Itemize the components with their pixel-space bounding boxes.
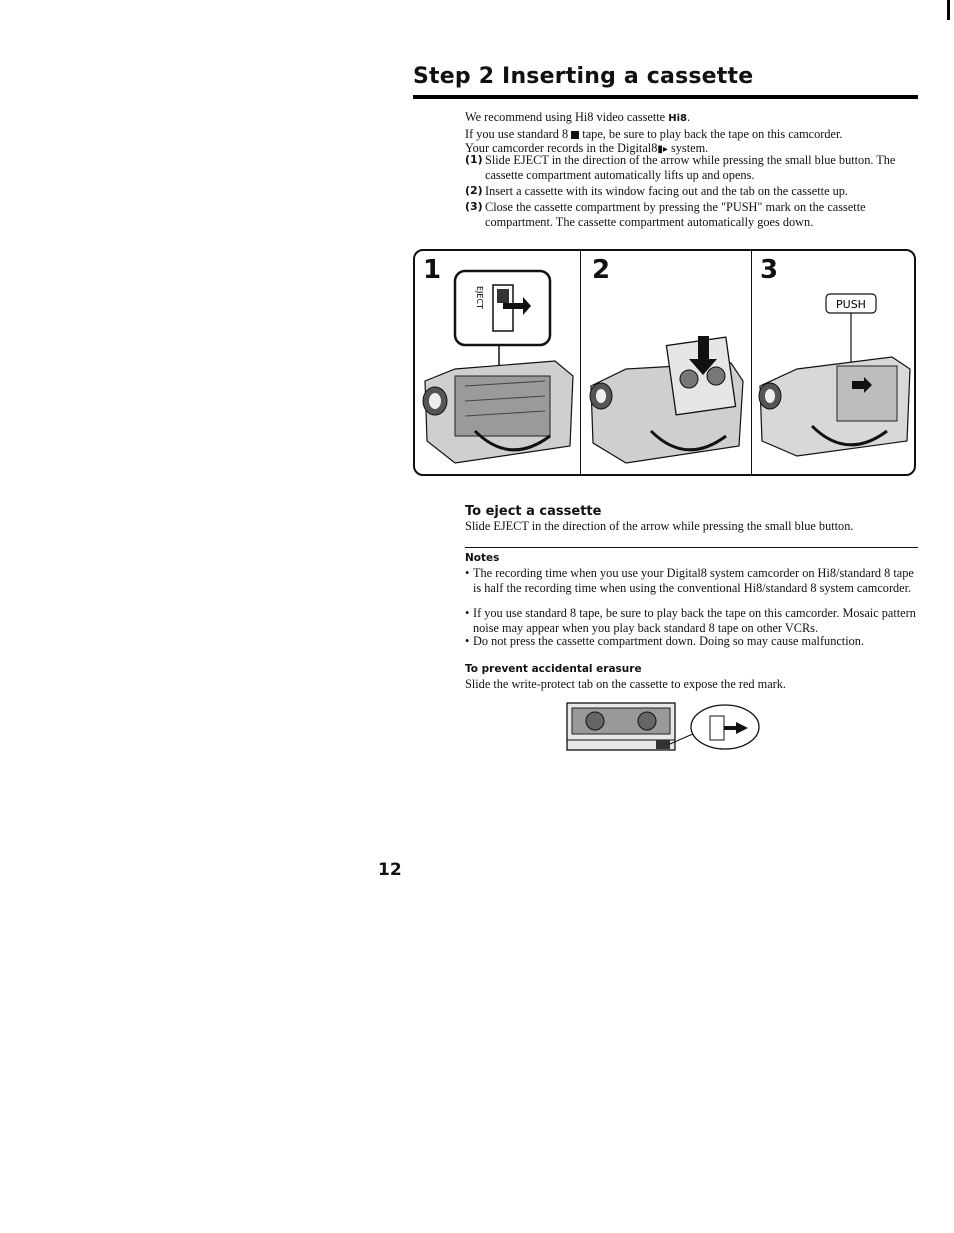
camcorder-icon	[423, 361, 573, 463]
step-3: (3) Close the cassette compartment by pressing the "PUSH" mark on the cassette compartment. The cassette compartment automatically goes down.	[465, 200, 866, 229]
intro-text	[465, 110, 925, 158]
page-title: Step 2 Inserting a cassette	[413, 64, 754, 89]
camcorder-icon	[759, 357, 910, 456]
panel-3-illustration	[752, 251, 916, 475]
panel-number-2: 2	[592, 255, 611, 285]
notes-heading: Notes	[465, 552, 500, 564]
title-rule	[413, 95, 918, 99]
step-1: (1) Slide EJECT in the direction of the arrow while pressing the small blue button. The cassette compartment automatically lifts up and opens.	[465, 153, 896, 182]
instruction-figure	[413, 249, 916, 476]
eject-heading: To eject a cassette	[465, 504, 602, 519]
standard8-icon	[571, 131, 579, 139]
intro-line-2: If you use standard 8 tape, be sure to play back the tape on this camcorder.	[465, 126, 843, 141]
panel-1-illustration	[415, 251, 580, 475]
note-item: • The recording time when you use your Digital8 system camcorder on Hi8/standard 8 tape is half the recording time when using the conventional Hi8/standard 8 system camcorder.	[465, 566, 914, 595]
digital8-icon: ▮▸	[657, 144, 668, 155]
page-number: 12	[378, 860, 402, 880]
panel-number-3: 3	[760, 255, 779, 285]
eject-label: EJECT	[475, 286, 484, 309]
page-edge-mark	[947, 0, 950, 20]
eject-text: Slide EJECT in the direction of the arrow while pressing the small blue button.	[465, 519, 854, 533]
cassette-icon	[567, 703, 675, 750]
panel-number-1: 1	[423, 255, 442, 285]
write-protect-tab-icon	[710, 716, 724, 740]
cassette-illustration	[560, 698, 765, 756]
push-label: PUSH	[836, 298, 866, 311]
note-item: • If you use standard 8 tape, be sure to play back the tape on this camcorder. Mosaic pattern noise may appear when you play back standard 8 tape on other VCRs.	[465, 606, 916, 635]
intro-line-1: We recommend using Hi8 video cassette Hi8.	[465, 110, 691, 124]
panel-2-illustration	[581, 251, 751, 475]
hi8-logo: Hi8	[668, 113, 687, 124]
erasure-heading: To prevent accidental erasure	[465, 663, 642, 675]
note-item: • Do not press the cassette compartment down. Doing so may cause malfunction.	[465, 634, 865, 648]
erasure-text: Slide the write-protect tab on the cassette to expose the red mark.	[465, 677, 786, 691]
intro-line-3: Your camcorder records in the Digital8▮▸ system.	[465, 141, 709, 155]
notes-rule	[465, 547, 918, 548]
step-2: (2) Insert a cassette with its window facing out and the tab on the cassette up.	[465, 184, 848, 198]
